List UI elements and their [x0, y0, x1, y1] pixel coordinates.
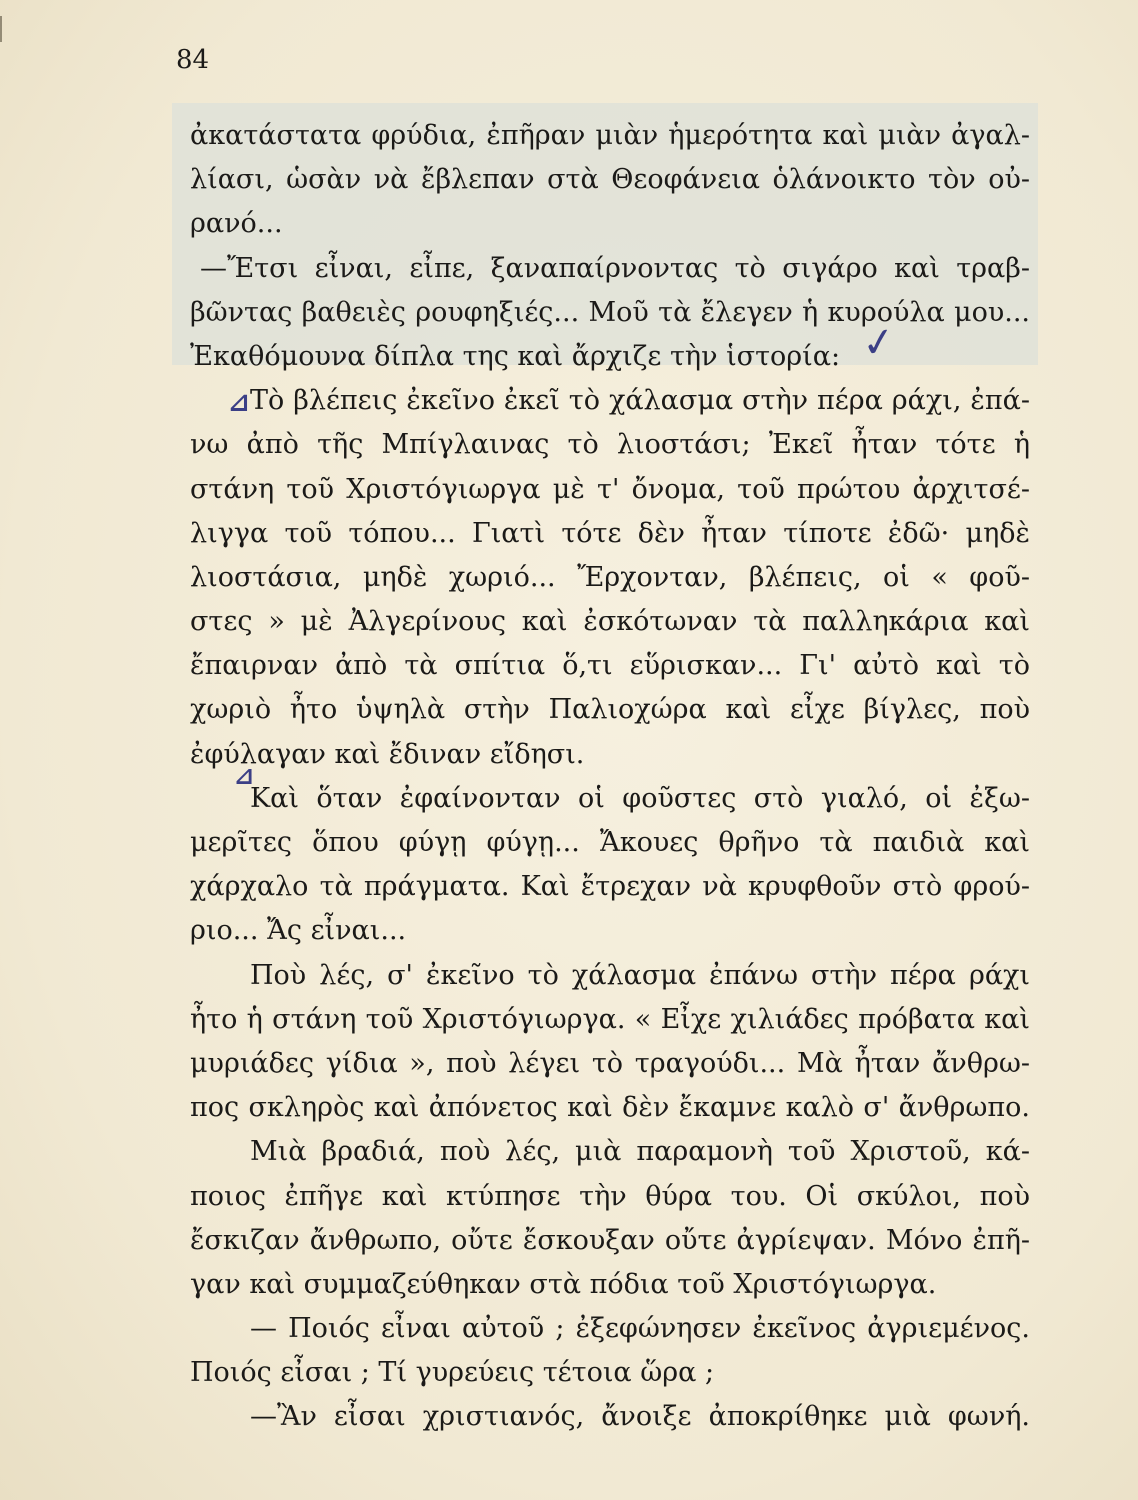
text-line: —Ἂν εἶσαι χριστιανός, ἄνοιξε ἀποκρίθηκε μιὰ φωνή. — [250, 1401, 1030, 1433]
text-line: ἀκατάστατα φρύδια, ἐπῆραν μιὰν ἡμερότητα καὶ μιὰν ἀγαλ- — [190, 120, 1030, 151]
paragraph-mark-icon: ⊿ — [234, 762, 255, 790]
text-line: ρανό... — [190, 208, 283, 240]
text-line: Καὶ ὅταν ἐφαίνονταν οἱ φοῦστες στὸ γιαλό, οἱ ἐξω- — [250, 782, 1030, 814]
page-edge-mark — [0, 16, 8, 42]
text-line: Ἐκαθόμουνα δίπλα της καὶ ἄρχιζε τὴν ἱστορία: — [190, 340, 841, 372]
text-line: χάρχαλο τὰ πράγματα. Καὶ ἔτρεχαν νὰ κρυφθοῦν στὸ φρού- — [190, 871, 1030, 903]
text-line: μυριάδες γίδια », ποὺ λέγει τὸ τραγούδι... Μὰ ἦταν ἄνθρω- — [190, 1047, 1030, 1079]
text-line: Τὸ βλέπεις ἐκεῖνο ἐκεῖ τὸ χάλασμα στὴν πέρα ράχι, ἐπά- — [250, 385, 1030, 417]
text-line: Ποιός εἶσαι ; Τί γυρεύεις τέτοια ὥρα ; — [190, 1357, 715, 1389]
text-line: βῶντας βαθειὲς ρουφηξιές... Μοῦ τὰ ἔλεγεν ἡ κυρούλα μου... — [190, 296, 1030, 328]
text-line: Ποὺ λές, σ' ἐκεῖνο τὸ χάλασμα ἐπάνω στὴν πέρα ράχι — [250, 959, 1030, 991]
text-line: ριο... Ἄς εἶναι... — [190, 915, 407, 947]
text-line: ἦτο ἡ στάνη τοῦ Χριστόγιωργα. « Εἶχε χιλιάδες πρόβατα καὶ — [190, 1003, 1030, 1035]
page-number: 84 — [176, 45, 210, 75]
text-line: μερῖτες ὅπου φύγῃ φύγῃ... Ἄκουες θρῆνο τὰ παιδιὰ καὶ — [190, 827, 1030, 858]
paragraph-mark-icon: ⊿ — [228, 388, 250, 418]
text-line: γαν καὶ συμμαζεύθηκαν στὰ πόδια τοῦ Χριστόγιωργα. — [190, 1268, 937, 1300]
text-line: πος σκληρὸς καὶ ἀπόνετος καὶ δὲν ἔκαμνε καλὸ σ' ἄνθρωπο. — [190, 1092, 1030, 1124]
text-line: Μιὰ βραδιά, ποὺ λές, μιὰ παραμονὴ τοῦ Χριστοῦ, κά- — [250, 1136, 1030, 1168]
text-line: στες » μὲ Ἀλγερίνους καὶ ἐσκότωναν τὰ παλληκάρια καὶ — [190, 606, 1030, 638]
text-line: λίασι, ὡσὰν νὰ ἔβλεπαν στὰ Θεοφάνεια ὁλάνοικτο τὸν οὐ- — [190, 164, 1030, 196]
text-line: νω ἀπὸ τῆς Μπίγλαινας τὸ λιοστάσι; Ἐκεῖ ἦταν τότε ἡ — [190, 429, 1030, 461]
text-line: ποιος ἐπῆγε καὶ κτύπησε τὴν θύρα του. Οἱ σκύλοι, ποὺ — [190, 1180, 1030, 1212]
check-mark-icon: ✓ — [858, 317, 899, 369]
text-line: —Ἔτσι εἶναι, εἶπε, ξαναπαίρνοντας τὸ σιγάρο καὶ τραβ- — [200, 252, 1030, 284]
text-line: ἐφύλαγαν καὶ ἔδιναν εἴδησι. — [190, 738, 585, 770]
text-line: λιοστάσια, μηδὲ χωριό... Ἔρχονταν, βλέπεις, οἱ « φοῦ- — [190, 561, 1030, 593]
body-text — [190, 114, 1030, 1440]
text-line: στάνη τοῦ Χριστόγιωργα μὲ τ' ὄνομα, τοῦ πρώτου ἀρχιτσέ- — [190, 473, 1030, 505]
text-line: χωριὸ ἦτο ὑψηλὰ στὴν Παλιοχώρα καὶ εἶχε βίγλες, ποὺ — [190, 694, 1030, 726]
text-line: ἔσκιζαν ἄνθρωπο, οὔτε ἔσκουξαν οὔτε ἀγρίεψαν. Μόνο ἐπῆ- — [190, 1224, 1030, 1256]
text-line: ἔπαιρναν ἀπὸ τὰ σπίτια ὅ,τι εὕρισκαν... Γι' αὐτὸ καὶ τὸ — [190, 650, 1030, 682]
text-line: — Ποιός εἶναι αὐτοῦ ; ἐξεφώνησεν ἐκεῖνος ἀγριεμένος. — [250, 1313, 1030, 1345]
text-line: λιγγα τοῦ τόπου... Γιατὶ τότε δὲν ἦταν τίποτε ἐδῶ· μηδὲ — [190, 517, 1030, 549]
